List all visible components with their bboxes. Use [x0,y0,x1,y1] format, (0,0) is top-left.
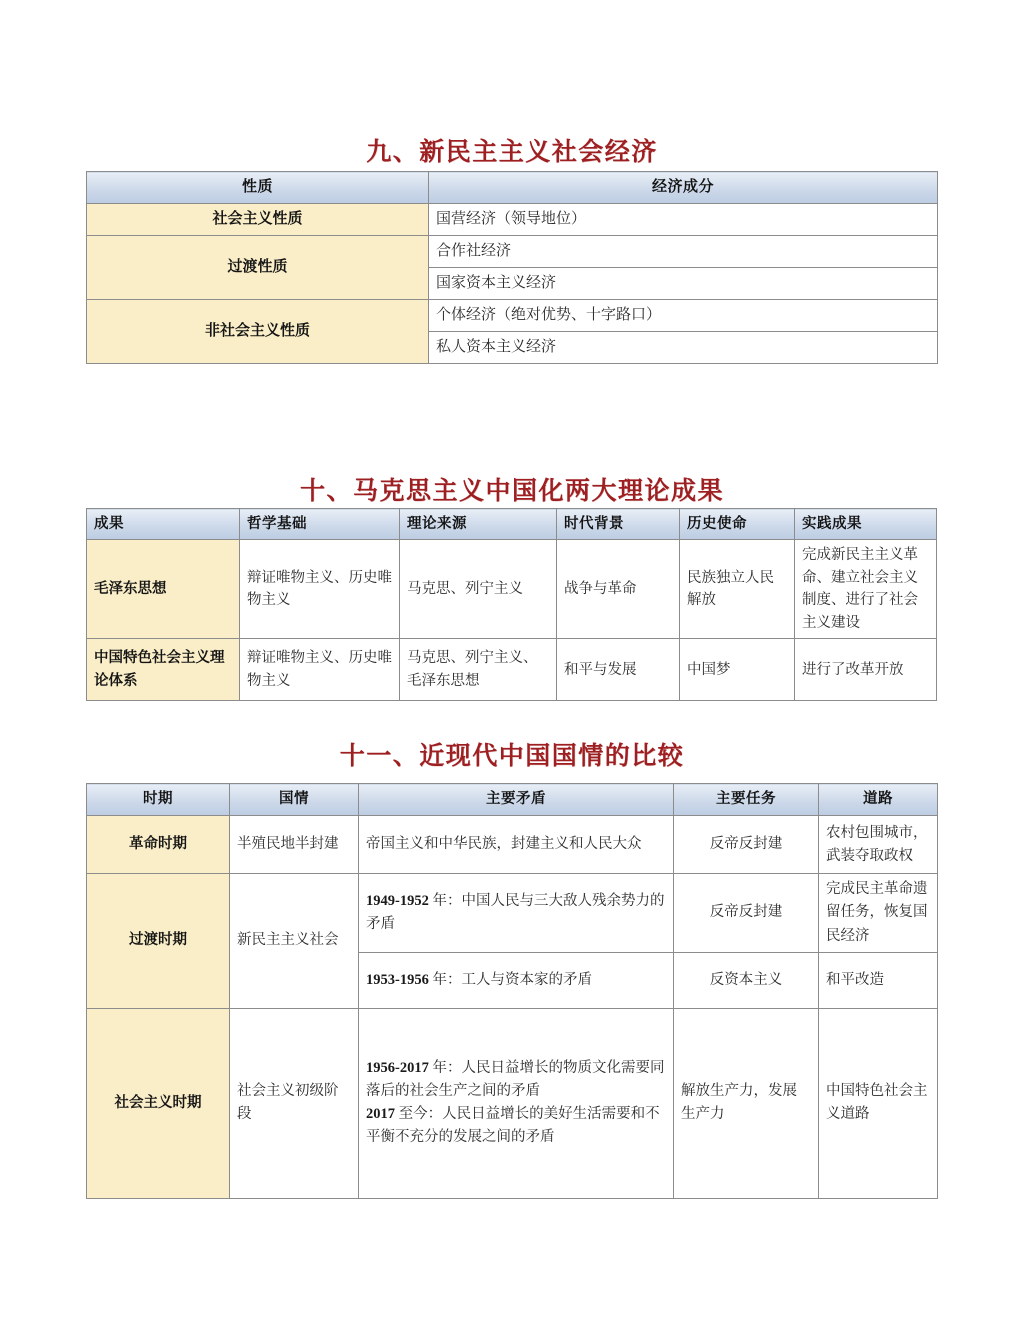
achievement-mao-zedong-thought: 毛泽东思想 [87,540,240,639]
table-header-row [87,509,937,540]
table-row [87,1008,938,1198]
contradiction-entry-1956-2017 [366,1057,666,1103]
contradiction-text-2017-present: 至今：人民日益增长的美好生活需要和不平衡不充分的发展之间的矛盾 [366,1106,660,1146]
table-marxism-sinicization [86,508,937,701]
column-header-nature: 性质 [87,172,429,204]
road-transition-1: 完成民主革命遗留任务，恢复国民经济 [819,874,938,953]
component-state-owned: 国营经济（领导地位） [429,204,938,236]
column-header-task: 主要任务 [674,784,819,816]
table-header-row [87,784,938,816]
column-header-philosophy: 哲学基础 [240,509,400,540]
column-header-road: 道路 [819,784,938,816]
contradiction-range-2017: 2017 [366,1106,395,1123]
contradiction-socialism [359,1008,674,1198]
road-socialism: 中国特色社会主义道路 [819,1008,938,1198]
practice-result-cpc: 进行了改革开放 [795,639,937,701]
component-state-capitalist: 国家资本主义经济 [429,268,938,300]
contradiction-entry-2017-present [366,1103,666,1149]
period-socialism: 社会主义时期 [87,1008,230,1198]
era-background-cpc: 和平与发展 [557,639,680,701]
contradiction-text-1956-2017: 年：人民日益增长的物质文化需要同落后的社会生产之间的矛盾 [366,1059,665,1100]
historic-mission-mao: 民族独立人民解放 [680,540,795,639]
table-row [87,236,938,268]
column-header-components: 经济成分 [429,172,938,204]
component-cooperative: 合作社经济 [429,236,938,268]
contradiction-text-1953-1956: 年：工人与资本家的矛盾 [432,971,592,988]
contradiction-range-1953-1956: 1953-1956 [366,971,429,988]
achievement-socialism-chinese-characteristics: 中国特色社会主义理论体系 [87,639,240,701]
task-transition-2: 反资本主义 [674,952,819,1008]
table-modern-china-conditions [86,783,938,1199]
task-revolution: 反帝反封建 [674,816,819,874]
theory-source-cpc: 马克思、列宁主义、毛泽东思想 [400,639,557,701]
nature-socialist: 社会主义性质 [87,204,429,236]
table-row [87,639,937,701]
period-revolution: 革命时期 [87,816,230,874]
practice-result-mao: 完成新民主主义革命、建立社会主义制度、进行了社会主义建设 [795,540,937,639]
philosophy-basis-cpc: 辩证唯物主义、历史唯物主义 [240,639,400,701]
table-header-row [87,172,938,204]
column-header-achievement: 成果 [87,509,240,540]
column-header-contradiction: 主要矛盾 [359,784,674,816]
contradiction-range-1956-2017: 1956-2017 [366,1059,429,1076]
column-header-condition: 国情 [230,784,359,816]
component-private-capitalist: 私人资本主义经济 [429,332,938,364]
component-individual: 个体经济（绝对优势、十字路口） [429,300,938,332]
condition-socialism: 社会主义初级阶段 [230,1008,359,1198]
section-title-theory: 十、马克思主义中国化两大理论成果 [299,478,724,505]
philosophy-basis-mao: 辩证唯物主义、历史唯物主义 [240,540,400,639]
task-transition-1: 反帝反封建 [674,874,819,953]
task-socialism: 解放生产力，发展生产力 [674,1008,819,1198]
section-title-economy: 九、新民主主义社会经济 [366,139,658,166]
column-header-practice: 实践成果 [795,509,937,540]
period-transition: 过渡时期 [87,874,230,1009]
section-title-compare: 十一、近现代中国国情的比较 [339,743,685,770]
nature-non-socialist: 非社会主义性质 [87,300,429,364]
road-revolution: 农村包围城市，武装夺取政权 [819,816,938,874]
contradiction-transition-2 [359,952,674,1008]
contradiction-revolution: 帝国主义和中华民族，封建主义和人民大众 [359,816,674,874]
condition-transition: 新民主主义社会 [230,874,359,1009]
table-row [87,540,937,639]
table-new-democracy-economy [86,171,938,364]
historic-mission-cpc: 中国梦 [680,639,795,701]
table-row [87,816,938,874]
column-header-period: 时期 [87,784,230,816]
table-row [87,204,938,236]
table-row [87,874,938,953]
era-background-mao: 战争与革命 [557,540,680,639]
contradiction-text-1949-1952: 年：中国人民与三大敌人残余势力的矛盾 [366,892,665,932]
table-row [87,300,938,332]
column-header-mission: 历史使命 [680,509,795,540]
column-header-source: 理论来源 [400,509,557,540]
column-header-era: 时代背景 [557,509,680,540]
contradiction-transition-1 [359,874,674,953]
theory-source-mao: 马克思、列宁主义 [400,540,557,639]
condition-revolution: 半殖民地半封建 [230,816,359,874]
nature-transitional: 过渡性质 [87,236,429,300]
contradiction-range-1949-1952: 1949-1952 [366,892,429,909]
road-transition-2: 和平改造 [819,952,938,1008]
